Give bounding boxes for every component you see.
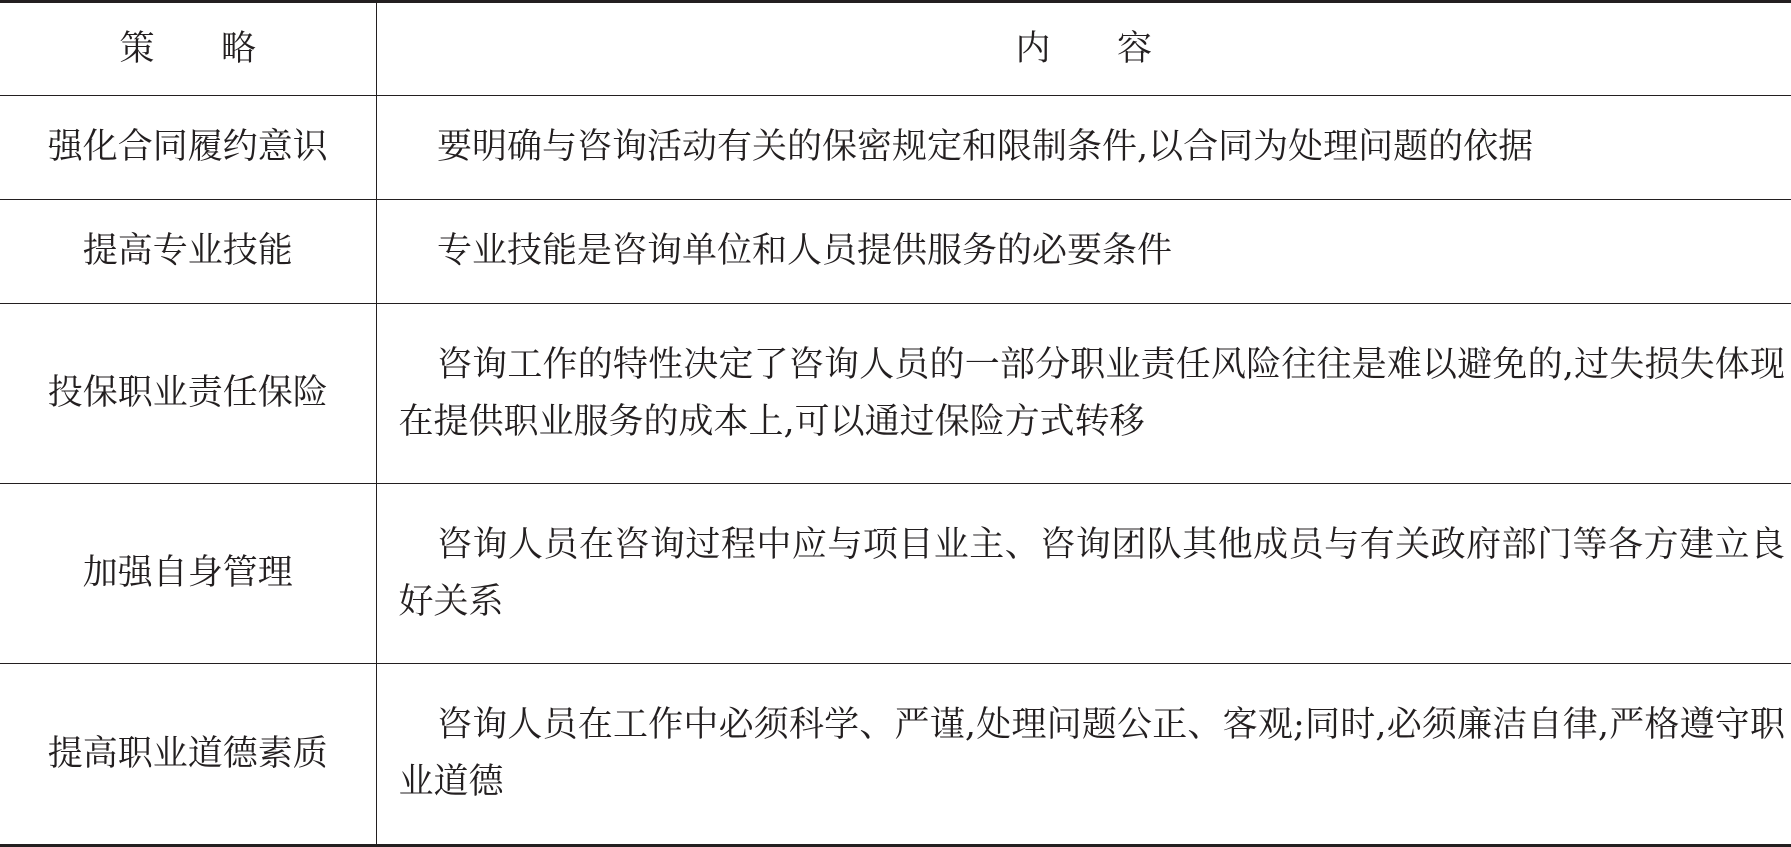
content-cell: 咨询人员在咨询过程中应与项目业主、咨询团队其他成员与有关政府部门等各方建立良好关系 <box>376 484 1791 664</box>
table-row <box>0 304 1791 484</box>
strategy-cell: 强化合同履约意识 <box>0 96 376 200</box>
content-cell: 要明确与咨询活动有关的保密规定和限制条件,以合同为处理问题的依据 <box>376 96 1791 200</box>
header-strategy: 策略 <box>0 2 376 96</box>
content-cell: 专业技能是咨询单位和人员提供服务的必要条件 <box>376 200 1791 304</box>
strategy-cell: 提高职业道德素质 <box>0 664 376 846</box>
content-cell: 咨询人员在工作中必须科学、严谨,处理问题公正、客观;同时,必须廉洁自律,严格遵守职业道德 <box>376 664 1791 846</box>
table-row <box>0 664 1791 846</box>
table-row <box>0 200 1791 304</box>
content-cell: 咨询工作的特性决定了咨询人员的一部分职业责任风险往往是难以避免的,过失损失体现在提供职业服务的成本上,可以通过保险方式转移 <box>376 304 1791 484</box>
table-header-row <box>0 2 1791 96</box>
header-content: 内容 <box>376 2 1791 96</box>
table-row <box>0 96 1791 200</box>
strategy-cell: 加强自身管理 <box>0 484 376 664</box>
table-row <box>0 484 1791 664</box>
strategy-cell: 提高专业技能 <box>0 200 376 304</box>
strategy-cell: 投保职业责任保险 <box>0 304 376 484</box>
